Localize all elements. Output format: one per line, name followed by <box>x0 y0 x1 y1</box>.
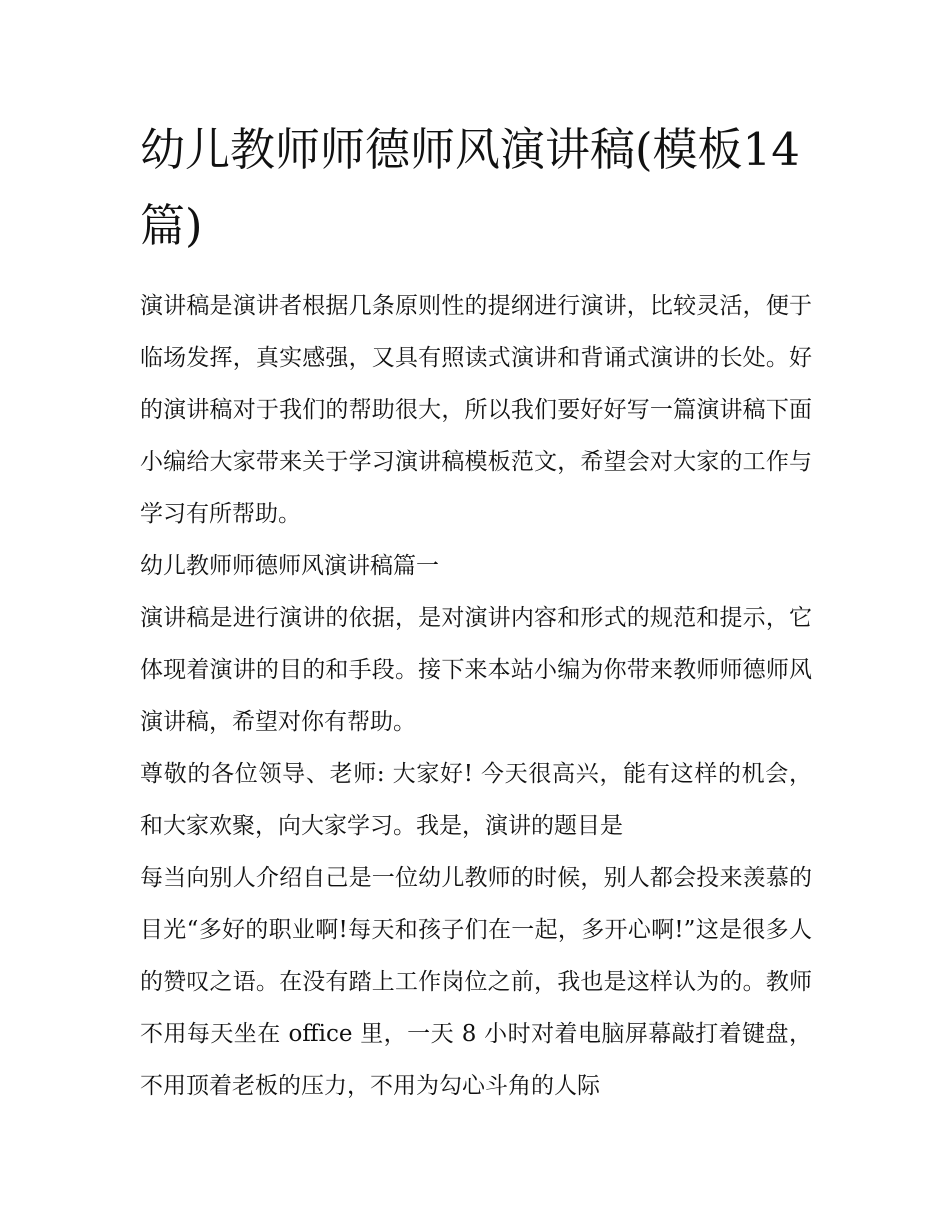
document-title: 幼儿教师师德师风演讲稿(模板14篇) <box>140 123 800 252</box>
section-heading-part-one: 幼儿教师师德师风演讲稿篇一 <box>140 553 439 579</box>
paragraph-greeting: 尊敬的各位领导、老师: 大家好! 今天很高兴，能有这样的机会，和大家欢聚，向大家学习。我是，演讲的题目是 <box>140 761 812 839</box>
paragraph-teacher-intro: 每当向别人介绍自己是一位幼儿教师的时候，别人都会投来羡慕的目光“多好的职业啊!每天和孩子们在一起，多开心啊!”这是很多人的赞叹之语。在没有踏上工作岗位之前，我也是这样认为的。教师不用每天坐在 office 里，一天 8 小时对着电脑屏幕敲打着键盘，不用顶着老板的压力，不用为勾心斗角的人际 <box>140 865 812 1099</box>
paragraph-intro: 演讲稿是演讲者根据几条原则性的提纲进行演讲，比较灵活，便于临场发挥，真实感强，又具有照读式演讲和背诵式演讲的长处。好的演讲稿对于我们的帮助很大，所以我们要好好写一篇演讲稿下面小编给大家带来关于学习演讲稿模板范文，希望会对大家的工作与学习有所帮助。 <box>140 293 812 527</box>
document-body <box>140 112 812 1112</box>
paragraph-speech-basis: 演讲稿是进行演讲的依据，是对演讲内容和形式的规范和提示，它体现着演讲的目的和手段。接下来本站小编为你带来教师师德师风演讲稿，希望对你有帮助。 <box>140 605 812 735</box>
